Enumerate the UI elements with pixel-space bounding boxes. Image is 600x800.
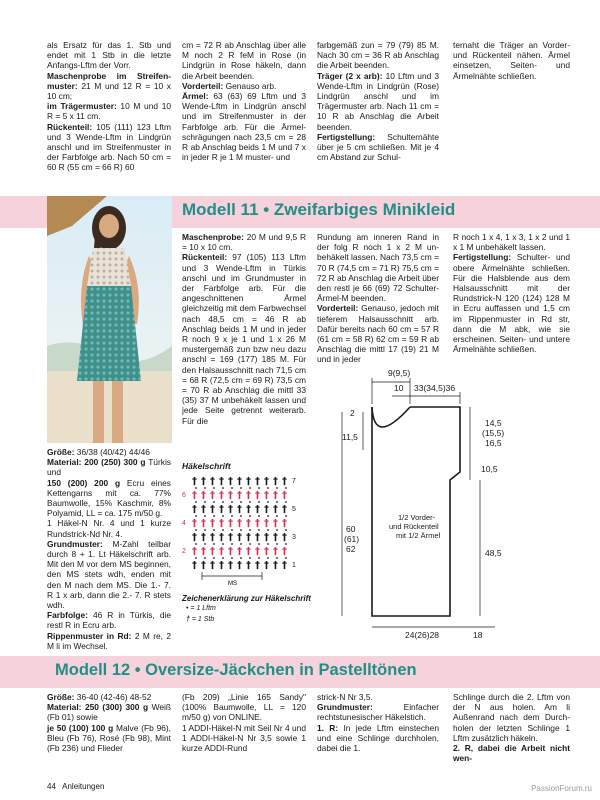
chain-dot (231, 543, 233, 545)
stitch-symbol: † (237, 518, 242, 529)
stitch-symbol: † (201, 476, 206, 487)
chain-dot (267, 515, 269, 517)
chain-dot (240, 501, 242, 503)
legend-dc: † = 1 Stb (186, 616, 215, 623)
chain-dot (267, 557, 269, 559)
schema-bottom: 24(26)28 (405, 630, 440, 640)
stitch-symbol: † (237, 504, 242, 515)
stitch-symbol: † (201, 546, 206, 557)
modell11-col-mid (182, 232, 306, 426)
stitch-symbol: † (273, 532, 278, 543)
chain-dot (258, 501, 260, 503)
chain-dot (249, 543, 251, 545)
chain-dot (249, 487, 251, 489)
stitch-symbol: † (282, 560, 287, 571)
page-number: 44 (47, 782, 56, 791)
stitch-symbol: † (255, 504, 260, 515)
text-paragraph (317, 723, 439, 754)
chain-dot (222, 487, 224, 489)
stitch-symbol: † (201, 532, 206, 543)
stitch-symbol: † (192, 532, 197, 543)
chain-dot (276, 487, 278, 489)
chain-dot (204, 501, 206, 503)
schema-inner2: und Rückenteil (389, 522, 439, 531)
stitch-symbol: † (273, 560, 278, 571)
row-number: 6 (182, 492, 186, 499)
chain-dot (240, 543, 242, 545)
stitch-symbol: † (210, 560, 215, 571)
top-col-3 (317, 40, 439, 162)
paragraph-text: 97 (105) 113 Lftm und 3 Wende-Lftm in Türkis anschl und im Grundmuster in der Farbfolge arb. Für die angeschnittenen Ärmel gleichzeitig mit dem Farbwechsel nach 48,5 cm = 46 R ab Anschlag beids 1 M und in jeder R noch 9 x je 1 und 1 x 26 M mustergemäß zun bzw neu dazu anschl = 169 (177) 185 M. Für den Halsausschnitt nach 71,5 cm = 68 R (72,5 cm = 69 R) 73,5 cm = 70 R ab Anschlag die mittl 33 (35) 37 M unbehäkelt lassen und jede Seite getrennt weiterarb. Für die (182, 252, 306, 426)
chain-dot (276, 543, 278, 545)
stitch-symbol: † (273, 518, 278, 529)
stitch-symbol: † (255, 476, 260, 487)
chain-dot (213, 501, 215, 503)
modell11-col-far (453, 232, 570, 354)
paragraph-heading: je 50 (100) 100 g (47, 722, 114, 733)
stitch-symbol: † (255, 546, 260, 557)
text-paragraph (47, 723, 171, 754)
schema-r2: (15,5) (482, 428, 505, 438)
stitch-symbol: † (282, 490, 287, 501)
paragraph-heading: Grundmuster: (317, 702, 373, 713)
modell12-col-1 (47, 692, 171, 753)
chain-dot (222, 557, 224, 559)
paragraph-text: R noch 1 x 4, 1 x 3, 1 x 2 und 1 x 1 M unbehäkelt lassen. (453, 232, 570, 253)
paragraph-heading: Material: 250 (300) 300 g (47, 702, 149, 713)
chain-dot (195, 529, 197, 531)
text-paragraph (453, 252, 570, 354)
chain-dot (285, 501, 287, 503)
stitch-symbol: † (201, 490, 206, 501)
text-paragraph (47, 539, 171, 610)
modell12-col-2 (182, 692, 306, 753)
paragraph-heading: Maschenprobe im Streifenmuster: (47, 70, 171, 91)
chain-dot (258, 515, 260, 517)
paragraph-heading: Vorderteil: (182, 80, 224, 91)
paragraph-heading: 2. R, dabei die Arbeit nicht wen- (453, 743, 570, 764)
text-paragraph (47, 40, 171, 71)
stitch-symbol: † (237, 560, 242, 571)
stitch-symbol: † (264, 490, 269, 501)
stitch-symbol: † (210, 546, 215, 557)
stitch-symbol: † (219, 532, 224, 543)
paragraph-text: Türkis und (47, 457, 171, 478)
stitch-symbol: † (237, 476, 242, 487)
text-paragraph (453, 743, 570, 763)
chain-dot (213, 557, 215, 559)
stitch-symbol: † (228, 532, 233, 543)
paragraph-text: 36/38 (40/42) 44/46 (74, 447, 150, 457)
modell11-title: Modell 11 • Zweifarbiges Minikleid (182, 200, 456, 219)
chain-dot (276, 515, 278, 517)
stitch-symbol: † (228, 476, 233, 487)
text-paragraph (47, 447, 171, 457)
chain-dot (249, 529, 251, 531)
text-paragraph (47, 71, 171, 102)
schema-a: 10 (394, 383, 404, 393)
double-crochet-icon: † (186, 616, 190, 623)
chain-dot (213, 529, 215, 531)
stitch-symbol: † (228, 504, 233, 515)
stitch-symbol: † (282, 518, 287, 529)
stitch-symbol: † (219, 560, 224, 571)
stitch-symbol: † (264, 518, 269, 529)
stitch-symbol: † (192, 560, 197, 571)
stitch-symbol: † (192, 546, 197, 557)
text-paragraph (182, 81, 306, 91)
paragraph-text: cm = 72 R ab Anschlag über alle M noch 2 R feM in Rose (in Lindgrün in Rose häkeln, dann die Arbeit beenden. (182, 40, 306, 81)
paragraph-text: 2 M re, 2 M li im Wechsel. (47, 630, 172, 651)
schema-h1: 60 (346, 524, 356, 534)
chain-dot (222, 529, 224, 531)
chart-legend-title: Zeichenerklärung zur Häkelschrift (182, 594, 311, 603)
stitch-symbol: † (228, 546, 233, 557)
legend-chain: • = 1 Lftm (186, 605, 216, 612)
paragraph-text: Schulternähte über je 5 cm schließen. Mit je 4 cm Abstand zur Schul- (317, 131, 439, 163)
text-paragraph (47, 518, 171, 538)
chain-dot (249, 515, 251, 517)
chain-stitch-icon: • (186, 605, 189, 612)
text-paragraph (453, 232, 570, 252)
chain-dot (204, 529, 206, 531)
stitch-symbol: † (246, 504, 251, 515)
stitch-symbol: † (246, 532, 251, 543)
stitch-symbol: † (219, 546, 224, 557)
text-paragraph (47, 478, 171, 519)
chain-dot (231, 501, 233, 503)
chain-dot (276, 501, 278, 503)
paragraph-heading: Träger (2 x arb): (317, 70, 383, 81)
paragraph-text: 20 M und 9,5 R = 10 x 10 cm. (182, 232, 306, 253)
text-paragraph (317, 702, 439, 722)
chain-dot (195, 543, 197, 545)
watermark: PassionForum.ru (531, 784, 592, 793)
top-col-4 (453, 40, 570, 81)
stitch-symbol: † (264, 532, 269, 543)
stitch-symbol: † (264, 546, 269, 557)
chain-dot (285, 487, 287, 489)
paragraph-heading: Farbfolge: (47, 610, 88, 621)
text-paragraph (182, 232, 306, 252)
text-paragraph (47, 101, 171, 121)
text-paragraph (47, 457, 171, 477)
chain-dot (267, 543, 269, 545)
text-paragraph (317, 40, 439, 71)
stitch-symbol: † (282, 532, 287, 543)
paragraph-text: Schlinge durch die 2. Lftm von der N aus holen. Am li Außenrand nach dem Durchholen der letzten Schlinge 1 Lftm zusätzlich häkeln. (453, 692, 570, 743)
chain-dot (240, 487, 242, 489)
schema-h2: (61) (344, 534, 360, 544)
chain-dot (195, 501, 197, 503)
chain-dot (240, 529, 242, 531)
chain-dot (285, 543, 287, 545)
row-number: 2 (182, 548, 186, 555)
chain-dot (204, 543, 206, 545)
schema-bottom2: 18 (473, 630, 483, 640)
chain-dot (222, 543, 224, 545)
chain-dot (213, 543, 215, 545)
chain-dot (276, 529, 278, 531)
text-paragraph (47, 631, 171, 651)
schema-r4: 10,5 (481, 464, 498, 474)
chain-dot (231, 487, 233, 489)
stitch-symbol: † (210, 476, 215, 487)
chain-dot (258, 529, 260, 531)
stitch-symbol: † (228, 560, 233, 571)
stitch-symbol: † (282, 476, 287, 487)
text-paragraph (47, 702, 171, 722)
chain-dot (267, 529, 269, 531)
chain-dot (249, 501, 251, 503)
paragraph-text: In jede Lftm einstechen und eine Schlinge durchholen, dabei die 1. (317, 722, 439, 754)
stitch-symbol: † (210, 504, 215, 515)
model-photo (47, 196, 172, 443)
chain-dot (195, 557, 197, 559)
stitch-symbol: † (192, 518, 197, 529)
stitch-symbol: † (219, 504, 224, 515)
paragraph-text: 36-40 (42-46) 48-52 (74, 692, 152, 702)
paragraph-heading: im Trägermuster: (47, 101, 117, 112)
paragraph-heading: 150 (200) 200 g (47, 477, 121, 488)
stitch-symbol: † (237, 490, 242, 501)
text-paragraph (47, 122, 171, 173)
paragraph-text: 10 M und 10 R = 5 x 11 cm. (47, 101, 172, 122)
stitch-symbol: † (192, 476, 197, 487)
text-paragraph (182, 40, 306, 81)
text-paragraph (182, 692, 306, 723)
paragraph-heading: Grundmuster: (47, 538, 103, 549)
paragraph-text: 21 M und 12 R = 10 x 10 cm; (47, 80, 171, 102)
stitch-symbol: † (237, 546, 242, 557)
paragraph-text: Malve (Fb 96), Bleu (Fb 76), Rosé (Fb 98), Mint (Fb 236) und Flieder (47, 722, 171, 754)
top-col-1 (47, 40, 171, 173)
paragraph-heading: Material: 200 (250) 300 g (47, 457, 146, 468)
paragraph-heading: Vorderteil: (317, 303, 359, 314)
crochet-chart (180, 468, 320, 590)
stitch-symbol: † (264, 504, 269, 515)
paragraph-text: 46 R in Türkis, die restl R in Ecru arb. (47, 610, 171, 631)
stitch-symbol: † (201, 504, 206, 515)
stitch-symbol: † (282, 546, 287, 557)
paragraph-text: Genauso arb. (223, 80, 277, 91)
stitch-symbol: † (246, 546, 251, 557)
chain-dot (276, 557, 278, 559)
modell12-col-3 (317, 692, 439, 753)
chain-dot (258, 543, 260, 545)
stitch-symbol: † (219, 518, 224, 529)
stitch-symbol: † (219, 476, 224, 487)
paragraph-text: strick-N Nr 3,5. (317, 692, 373, 702)
paragraph-text: als Ersatz für das 1. Stb und endet mit 1 Stb in die letzte Anfangs-Lftm der Vorr. (47, 40, 171, 71)
paragraph-heading: Ärmel: (182, 91, 209, 102)
chain-dot (240, 515, 242, 517)
schema-top: 9(9,5) (388, 368, 411, 378)
paragraph-heading: 1. R: (317, 722, 339, 733)
chain-dot (267, 501, 269, 503)
paragraph-text: Genauso, jedoch mit tieferem Halsausschnitt arb. Dafür bereits nach 60 cm = 57 R (61 cm = 58 R) 62 cm = 59 R ab Anschlag die mittl 17 (19) 21 M und in jeder (317, 303, 439, 365)
paragraph-text: Einfacher rechtstunesischer Häkelstich. (317, 702, 439, 723)
stitch-symbol: † (255, 490, 260, 501)
paragraph-text: 10 Lftm und 3 Wende-Lftm in Lindgrün (Rose) Lindgrün anschl und im Trägermuster arb. Nach 11 cm = 10 R ab Anschlag die Arbeit beenden. (317, 70, 439, 132)
paragraph-text: 105 (111) 123 Lftm und 3 Wende-Lftm in Lindgrün anschl und im Streifenmuster in der Farbfolge arb. Nach 50 cm = 60 R (55 cm = 66 R) 60 (47, 121, 171, 173)
chain-dot (231, 557, 233, 559)
schema-r5: 48,5 (485, 548, 502, 558)
chain-dot (231, 515, 233, 517)
text-paragraph (182, 91, 306, 162)
text-paragraph (182, 252, 306, 425)
row-number: 1 (292, 562, 296, 569)
stitch-symbol: † (192, 504, 197, 515)
paragraph-heading: Größe: (47, 447, 75, 457)
paragraph-text: M-Zahl teilbar durch 8 + 1. Lt Häkelschrift arb. Mit den M vor dem MS beginnen, den MS stets wdh, enden mit den M nach dem MS. Die 1.- 7. R 1 x arb, dann die 2.- 7. R stets wdh. (47, 538, 171, 611)
text-paragraph (317, 232, 439, 303)
stitch-symbol: † (201, 560, 206, 571)
schema-l2: 11,5 (342, 432, 358, 442)
paragraph-text: Schulter- und obere Ärmelnähte schließen. Für die Halsblende aus dem Halsausschnitt mit der Rundstrick-N 120 (124) 128 M in Ecru auffassen und 1,5 cm im Rippenmuster in Rd str, dann die M abk, wie sie erscheinen. Seiten- und untere Ärmelnähte schließen. (453, 252, 570, 355)
schema-inner3: mit 1/2 Ärmel (396, 531, 441, 540)
stitch-symbol: † (228, 518, 233, 529)
text-paragraph (317, 71, 439, 132)
stitch-symbol: † (273, 476, 278, 487)
chain-dot (267, 487, 269, 489)
paragraph-text: ternaht die Träger an Vorder- und Rückenteil nähen. Ärmel einsetzen, Seiten- und Ärmelnähte schließen. (453, 40, 570, 81)
stitch-symbol: † (255, 518, 260, 529)
schema-l1: 2 (350, 408, 355, 418)
paragraph-text: 63 (63) 69 Lftm und 3 Wende-Lftm in Lindgrün anschl und im Streifenmuster in der Farbfolge arb. Für die Ärmelschrägungen nach 23,5 cm = 28 R ab Anschlag beids 1 M und 7 x in jeder R je 1 M muster- und (182, 91, 306, 163)
chain-dot (195, 515, 197, 517)
row-number: 3 (292, 534, 296, 541)
stitch-symbol: † (210, 490, 215, 501)
text-paragraph (47, 692, 171, 702)
stitch-symbol: † (246, 476, 251, 487)
chain-dot (258, 557, 260, 559)
stitch-symbol: † (273, 490, 278, 501)
chain-dot (204, 487, 206, 489)
text-paragraph (317, 692, 439, 702)
chain-dot (231, 529, 233, 531)
stitch-symbol: † (201, 518, 206, 529)
paragraph-text: farbgemäß zun = 79 (79) 85 M. Nach 30 cm = 36 R ab Anschlag die Arbeit beenden. (317, 40, 439, 71)
row-number: 4 (182, 520, 186, 527)
stitch-symbol: † (246, 518, 251, 529)
page-footer (47, 782, 104, 791)
stitch-symbol: † (273, 546, 278, 557)
schema-r3: 16,5 (485, 438, 502, 448)
chain-dot (285, 529, 287, 531)
paragraph-text: 1 Häkel-N Nr. 4 und 1 kurze Rundstrick-Nd Nr. 4. (47, 518, 171, 539)
chain-dot (222, 501, 224, 503)
modell11-col-left (47, 447, 171, 651)
paragraph-heading: Rückenteil: (182, 252, 228, 263)
chain-dot (213, 487, 215, 489)
stitch-symbol: † (264, 476, 269, 487)
stitch-symbol: † (228, 490, 233, 501)
paragraph-text: 1 ADDI-Häkel-N mit Seil Nr 4 und 1 ADDI-Häkel-N Nr 3,5 sowie 1 kurze ADDI-Rund (182, 722, 306, 754)
stitch-symbol: † (219, 490, 224, 501)
chain-dot (222, 515, 224, 517)
schema-h3: 62 (346, 544, 356, 554)
modell11-col-right (317, 232, 439, 365)
stitch-symbol: † (273, 504, 278, 515)
paragraph-text: Ecru eines Kettengarns mit ca. 77% Baumwolle, 15% Kaschmir, 8% Polyamid, LL = ca. 175 m/50 g. (47, 477, 171, 519)
text-paragraph (453, 692, 570, 743)
paragraph-heading: Fertigstellung: (317, 131, 376, 142)
chain-dot (285, 557, 287, 559)
modell12-col-4 (453, 692, 570, 763)
stitch-symbol: † (210, 518, 215, 529)
paragraph-heading: Rückenteil: (47, 121, 93, 132)
schema-r1: 14,5 (485, 418, 502, 428)
stitch-symbol: † (264, 560, 269, 571)
row-number: 5 (292, 506, 296, 513)
paragraph-heading: Größe: (47, 692, 75, 702)
paragraph-text: Weiß (Fb 01) sowie (47, 702, 171, 723)
top-col-2 (182, 40, 306, 162)
crochet-chart-title: Häkelschrift (182, 461, 231, 471)
chain-dot (204, 515, 206, 517)
stitch-symbol: † (246, 560, 251, 571)
ms-label: MS (228, 581, 237, 587)
stitch-symbol: † (255, 532, 260, 543)
text-paragraph (317, 303, 439, 364)
chain-dot (240, 557, 242, 559)
chain-dot (204, 557, 206, 559)
paragraph-heading: Rippenmuster in Rd: (47, 630, 132, 641)
footer-label: Anleitungen (62, 782, 105, 791)
text-paragraph (47, 610, 171, 630)
modell12-title: Modell 12 • Oversize-Jäckchen in Pastelltönen (55, 661, 417, 679)
chain-dot (213, 515, 215, 517)
stitch-symbol: † (246, 490, 251, 501)
paragraph-text: (Fb 209) „Linie 165 Sandy" (100% Baumwolle, LL = 120 m/50 g) von ONLINE. (182, 692, 306, 723)
chain-dot (285, 515, 287, 517)
paragraph-heading: Fertigstellung: (453, 252, 512, 263)
stitch-symbol: † (210, 532, 215, 543)
paragraph-text: Rundung am inneren Rand in der folg R noch 1 x 2 M unbehäkelt lassen. Nach 73,5 cm = 70 R (74,5 cm = 71 R) 75,5 cm = 72 R ab Anschlag die Arbeit über den restl je 66 (69) 72 Schulter-Ärmel-M beenden. (317, 232, 439, 304)
chain-dot (258, 487, 260, 489)
garment-schema (330, 360, 570, 645)
chain-dot (195, 487, 197, 489)
text-paragraph (453, 40, 570, 81)
paragraph-heading: Maschenprobe: (182, 232, 244, 242)
stitch-symbol: † (255, 560, 260, 571)
chain-dot (249, 557, 251, 559)
schema-b: 33(34,5)36 (414, 383, 456, 393)
stitch-symbol: † (237, 532, 242, 543)
schema-inner1: 1/2 Vorder- (398, 513, 436, 522)
text-paragraph (182, 723, 306, 754)
stitch-symbol: † (282, 504, 287, 515)
text-paragraph (317, 132, 439, 163)
row-number: 7 (292, 478, 296, 485)
stitch-symbol: † (192, 490, 197, 501)
